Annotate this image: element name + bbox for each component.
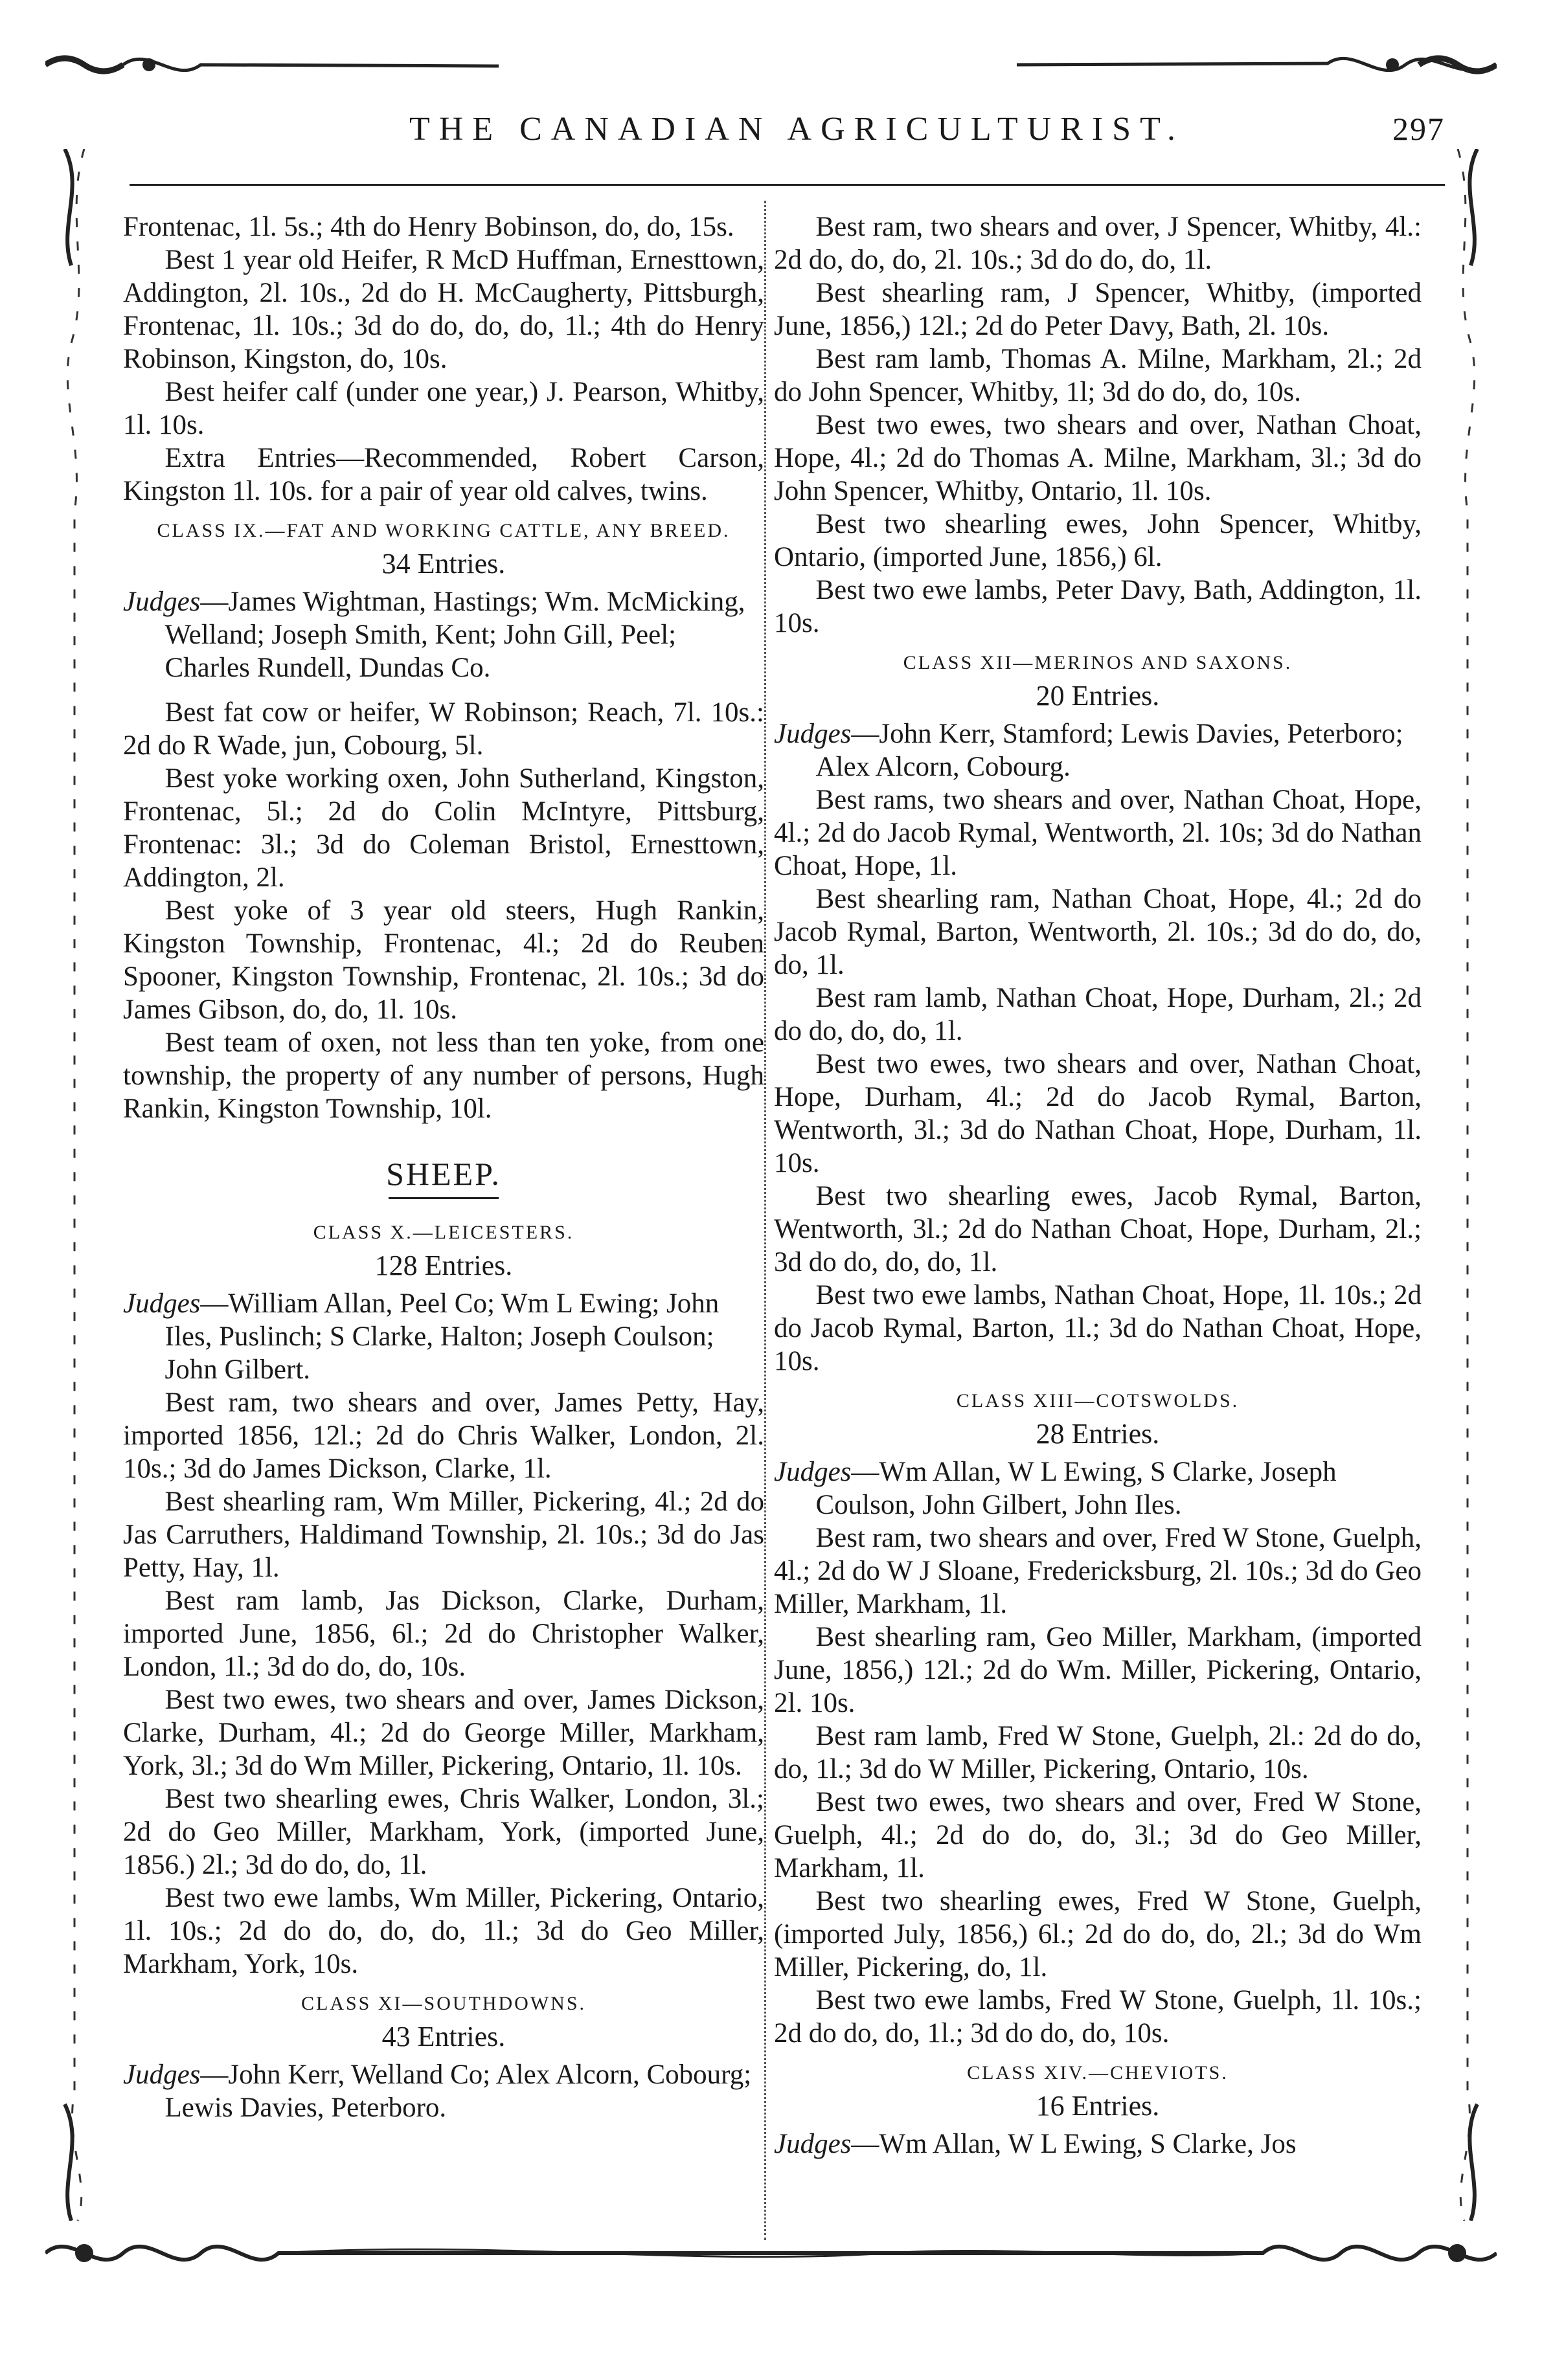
section-rule xyxy=(389,1197,499,1199)
judges-label: Judges xyxy=(774,1457,852,1487)
prize-entry: Best two shearling ewes, John Spencer, Whitby, Ontario, (imported June, 1856,) 6l. xyxy=(774,509,1422,572)
running-title: THE CANADIAN AGRICULTURIST. xyxy=(409,111,1185,148)
judges-names: —Wm Allan, W L Ewing, S Clarke, Jos xyxy=(851,2129,1297,2159)
judges-label: Judges xyxy=(123,2060,201,2090)
entries-count: 16 Entries. xyxy=(1036,2090,1160,2122)
prize-entry: Best shearling ram, J Spencer, Whitby, (imported June, 1856,) 12l.; 2d do Peter Davy, Bath, 2l. 10s. xyxy=(774,278,1422,341)
class-heading: CLASS XI—SOUTHDOWNS. xyxy=(300,1993,587,2014)
prize-entry: Best two ewe lambs, Fred W Stone, Guelph, 1l. 10s.; 2d do do, do, 1l.; 3d do do, do, 10s. xyxy=(774,1985,1422,2049)
prize-entry: Best two ewe lambs, Nathan Choat, Hope, 1l. 10s.; 2d do Jacob Rymal, Barton, 1l.; 3d do Nathan Choat, Hope, 10s. xyxy=(774,1280,1422,1376)
prize-entry: Best ram lamb, Thomas A. Milne, Markham, 2l.; 2d do John Spencer, Whitby, 1l; 3d do do, do, 10s. xyxy=(774,344,1422,407)
class-heading: CLASS IX.—FAT AND WORKING CATTLE, ANY BREED. xyxy=(157,520,731,541)
judges-list xyxy=(123,2058,764,2124)
class-heading: CLASS X.—LEICESTERS. xyxy=(313,1222,574,1243)
entries-count: 128 Entries. xyxy=(374,1250,513,1281)
judges-list xyxy=(774,1455,1422,1521)
header-rule xyxy=(130,184,1445,186)
prize-entry: Best 1 year old Heifer, R McD Huffman, Ernesttown, Addington, 2l. 10s., 2d do H. McCaugherty, Pittsburgh, Frontenac, 1l. 10s.; 3d do do, do, do, 1l.; 4th do Henry Robinson, Kingston, do, 10s. xyxy=(123,245,764,374)
section-heading: SHEEP. xyxy=(386,1156,501,1192)
prize-entry: Best shearling ram, Geo Miller, Markham, (imported June, 1856,) 12l.; 2d do Wm. Miller, Pickering, Ontario, 2l. 10s. xyxy=(774,1622,1422,1718)
judges-label: Judges xyxy=(123,1288,201,1319)
judges-list xyxy=(123,1287,764,1386)
class-heading: CLASS XIII—COTSWOLDS. xyxy=(956,1390,1240,1411)
prize-entry: Extra Entries—Recommended, Robert Carson, Kingston 1l. 10s. for a pair of year old calves, twins. xyxy=(123,443,764,506)
judges-names: —John Kerr, Stamford; Lewis Davies, Peterboro; Alex Alcorn, Cobourg. xyxy=(815,719,1403,782)
entries-count: 20 Entries. xyxy=(1036,680,1160,712)
judges-list xyxy=(123,585,764,684)
entries-count: 28 Entries. xyxy=(1036,1418,1160,1450)
ornamental-border-bottom xyxy=(45,2227,1497,2279)
entries-count: 43 Entries. xyxy=(381,2021,506,2052)
prize-entry: Best two shearling ewes, Chris Walker, London, 3l.; 2d do Geo Miller, Markham, York, (imported June, 1856.) 2l.; 3d do do, do, 1l. xyxy=(123,1784,764,1880)
prize-entry: Best yoke of 3 year old steers, Hugh Rankin, Kingston Township, Frontenac, 4l.; 2d do Reuben Spooner, Kingston Township, Frontenac, 2l. 10s.; 3d do James Gibson, do, do, 1l. 10s. xyxy=(123,895,764,1025)
prize-entry: Best two ewes, two shears and over, Fred W Stone, Guelph, 4l.; 2d do do, do, 3l.; 3d do Geo Miller, Markham, 1l. xyxy=(774,1787,1422,1883)
prize-entry: Frontenac, 1l. 5s.; 4th do Henry Bobinson, do, do, 15s. xyxy=(123,212,734,242)
page-header xyxy=(149,110,1445,162)
judges-label: Judges xyxy=(774,719,852,749)
prize-entry: Best team of oxen, not less than ten yoke, from one township, the property of any number of persons, Hugh Rankin, Kingston Township, 10l. xyxy=(123,1027,764,1124)
page-number: 297 xyxy=(1392,111,1445,147)
ornamental-border-right xyxy=(1445,149,1490,2221)
judges-list xyxy=(774,717,1422,783)
judges-names: —William Allan, Peel Co; Wm L Ewing; John Iles, Puslinch; S Clarke, Halton; Joseph Coulson; John Gilbert. xyxy=(164,1288,720,1385)
column-divider xyxy=(764,201,766,2240)
judges-names: —James Wightman, Hastings; Wm. McMicking, Welland; Joseph Smith, Kent; John Gill, Peel; Charles Rundell, Dundas Co. xyxy=(164,587,745,683)
prize-entry: Best ram, two shears and over, J Spencer, Whitby, 4l.: 2d do, do, do, 2l. 10s.; 3d do do, do, 1l. xyxy=(774,212,1422,275)
prize-entry: Best heifer calf (under one year,) J. Pearson, Whitby, 1l. 10s. xyxy=(123,377,764,440)
entries-count: 34 Entries. xyxy=(381,548,506,579)
left-column xyxy=(123,210,764,2124)
judges-names: —John Kerr, Welland Co; Alex Alcorn, Cobourg; Lewis Davies, Peterboro. xyxy=(164,2060,752,2123)
class-heading: CLASS XIV.—CHEVIOTS. xyxy=(967,2062,1229,2083)
prize-entry: Best two ewe lambs, Peter Davy, Bath, Addington, 1l. 10s. xyxy=(774,575,1422,638)
class-heading: CLASS XII—MERINOS AND SAXONS. xyxy=(903,652,1293,673)
prize-entry: Best ram lamb, Fred W Stone, Guelph, 2l.: 2d do do, do, 1l.; 3d do W Miller, Pickering, Ontario, 10s. xyxy=(774,1721,1422,1784)
ornamental-border-top xyxy=(45,45,1497,84)
prize-entry: Best ram lamb, Nathan Choat, Hope, Durham, 2l.; 2d do do, do, do, 1l. xyxy=(774,983,1422,1046)
prize-entry: Best fat cow or heifer, W Robinson; Reach, 7l. 10s.: 2d do R Wade, jun, Cobourg, 5l. xyxy=(123,697,764,761)
prize-entry: Best two ewes, two shears and over, Nathan Choat, Hope, Durham, 4l.; 2d do Jacob Rymal, Barton, Wentworth, 3l.; 3d do Nathan Choat, Hope, Durham, 1l. 10s. xyxy=(774,1049,1422,1178)
prize-entry: Best ram, two shears and over, James Petty, Hay, imported 1856, 12l.; 2d do Chris Walker, London, 2l. 10s.; 3d do James Dickson, Clarke, 1l. xyxy=(123,1387,764,1484)
prize-entry: Best shearling ram, Nathan Choat, Hope, 4l.; 2d do Jacob Rymal, Barton, Wentworth, 2l. 10s.; 3d do do, do, do, 1l. xyxy=(774,884,1422,980)
prize-entry: Best ram, two shears and over, Fred W Stone, Guelph, 4l.; 2d do W J Sloane, Fredericksburg, 2l. 10s.; 3d do Geo Miller, Markham, 1l. xyxy=(774,1523,1422,1619)
ornamental-border-left xyxy=(52,149,97,2221)
judges-names: —Wm Allan, W L Ewing, S Clarke, Joseph Coulson, John Gilbert, John Iles. xyxy=(815,1457,1337,1520)
judges-list xyxy=(774,2127,1422,2161)
prize-entry: Best two ewes, two shears and over, Nathan Choat, Hope, 4l.; 2d do Thomas A. Milne, Markham, 3l.; 3d do John Spencer, Whitby, Ontario, 1l. 10s. xyxy=(774,410,1422,506)
prize-entry: Best shearling ram, Wm Miller, Pickering, 4l.; 2d do Jas Carruthers, Haldimand Township, 2l. 10s.; 3d do Jas Petty, Hay, 1l. xyxy=(123,1487,764,1583)
prize-entry: Best yoke working oxen, John Sutherland, Kingston, Frontenac, 5l.; 2d do Colin McIntyre, Pittsburg, Frontenac: 3l.; 3d do Coleman Bristol, Ernesttown, Addington, 2l. xyxy=(123,763,764,893)
prize-entry: Best two shearling ewes, Jacob Rymal, Barton, Wentworth, 3l.; 2d do Nathan Choat, Hope, Durham, 2l.; 3d do do, do, do, 1l. xyxy=(774,1181,1422,1277)
prize-entry: Best two shearling ewes, Fred W Stone, Guelph, (imported July, 1856,) 6l.; 2d do do, do, 2l.; 3d do Wm Miller, Pickering, do, 1l. xyxy=(774,1886,1422,1982)
prize-entry: Best two ewes, two shears and over, James Dickson, Clarke, Durham, 4l.; 2d do George Miller, Markham, York, 3l.; 3d do Wm Miller, Pickering, Ontario, 1l. 10s. xyxy=(123,1685,764,1781)
prize-entry: Best rams, two shears and over, Nathan Choat, Hope, 4l.; 2d do Jacob Rymal, Wentworth, 2l. 10s; 3d do Nathan Choat, Hope, 1l. xyxy=(774,785,1422,881)
judges-label: Judges xyxy=(774,2129,852,2159)
judges-label: Judges xyxy=(123,587,201,617)
prize-entry: Best two ewe lambs, Wm Miller, Pickering, Ontario, 1l. 10s.; 2d do do, do, do, 1l.; 3d do Geo Miller, Markham, York, 10s. xyxy=(123,1883,764,1979)
right-column xyxy=(774,210,1422,2161)
prize-entry: Best ram lamb, Jas Dickson, Clarke, Durham, imported June, 1856, 6l.; 2d do Christopher Walker, London, 1l.; 3d do do, do, 10s. xyxy=(123,1586,764,1682)
